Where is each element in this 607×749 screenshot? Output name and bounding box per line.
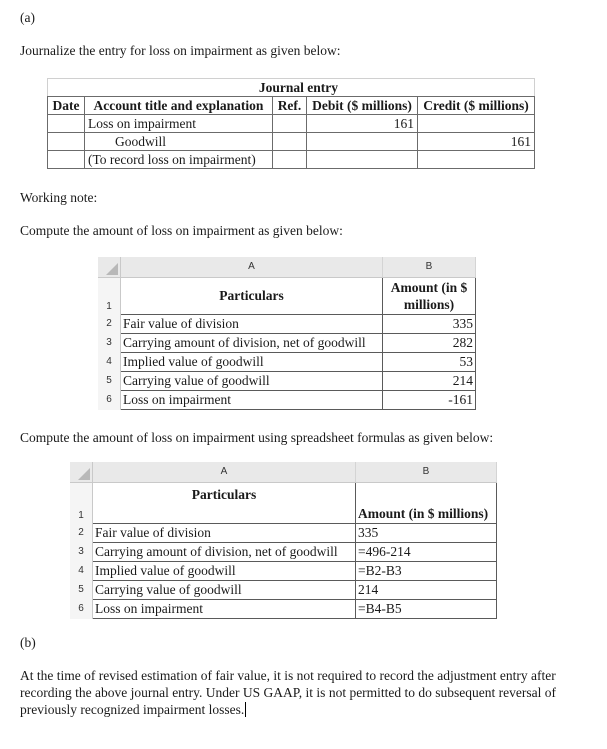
journal-debit: 161	[307, 115, 418, 133]
journal-title: Journal entry	[48, 79, 535, 97]
amount-cell[interactable]: -161	[383, 391, 476, 410]
select-all-corner[interactable]	[70, 462, 93, 483]
row-header[interactable]: 3	[98, 334, 121, 353]
table-row	[70, 543, 497, 562]
header-credit: Credit ($ millions)	[418, 97, 535, 115]
working-note-label: Working note:	[20, 190, 98, 205]
header-amount-line1: Amount (in $	[390, 280, 468, 295]
table-row	[98, 315, 476, 334]
journal-entry-table	[47, 78, 535, 169]
row-header[interactable]: 6	[70, 600, 93, 619]
journal-row	[48, 115, 535, 133]
journal-ref	[273, 133, 307, 151]
column-header-b[interactable]: B	[383, 257, 476, 278]
particular-cell[interactable]: Carrying amount of division, net of goodwill	[121, 334, 383, 353]
journal-credit	[418, 115, 535, 133]
row-header[interactable]: 6	[98, 391, 121, 410]
journal-row	[48, 151, 535, 169]
table-row	[70, 524, 497, 543]
journal-date	[48, 151, 85, 169]
journal-debit	[307, 133, 418, 151]
row-header[interactable]: 4	[98, 353, 121, 372]
spreadsheet-formulas	[70, 462, 497, 619]
column-header-a[interactable]: A	[121, 257, 383, 278]
row-header[interactable]: 2	[70, 524, 93, 543]
spreadsheet-values	[98, 257, 476, 410]
header-date: Date	[48, 97, 85, 115]
particular-cell[interactable]: Implied value of goodwill	[121, 353, 383, 372]
header-debit: Debit ($ millions)	[307, 97, 418, 115]
table-row	[70, 581, 497, 600]
particular-cell[interactable]: Carrying value of goodwill	[93, 581, 356, 600]
table-row	[98, 334, 476, 353]
particular-cell[interactable]: Carrying amount of division, net of goodwill	[93, 543, 356, 562]
formula-text: Compute the amount of loss on impairment using spreadsheet formulas as given below:	[20, 430, 494, 445]
column-header-b[interactable]: B	[356, 462, 497, 483]
journal-ref	[273, 115, 307, 133]
column-header-a[interactable]: A	[93, 462, 356, 483]
table-row	[70, 562, 497, 581]
row-header[interactable]: 3	[70, 543, 93, 562]
formula-cell[interactable]: =496-214	[356, 543, 497, 562]
table-row	[98, 372, 476, 391]
row-header[interactable]: 1	[70, 483, 93, 524]
row-header[interactable]: 2	[98, 315, 121, 334]
particular-cell[interactable]: Loss on impairment	[93, 600, 356, 619]
journal-date	[48, 115, 85, 133]
journal-debit	[307, 151, 418, 169]
amount-cell[interactable]: 335	[383, 315, 476, 334]
header-particulars[interactable]: Particulars	[121, 278, 383, 315]
part-b-label: (b)	[20, 635, 36, 650]
particular-cell[interactable]: Fair value of division	[121, 315, 383, 334]
formula-cell[interactable]: =B2-B3	[356, 562, 497, 581]
compute-text: Compute the amount of loss on impairment as given below:	[20, 223, 343, 238]
formula-cell[interactable]: 335	[356, 524, 497, 543]
journal-row	[48, 133, 535, 151]
select-all-triangle-icon	[106, 263, 118, 275]
row-header[interactable]: 4	[70, 562, 93, 581]
particular-cell[interactable]: Loss on impairment	[121, 391, 383, 410]
amount-cell[interactable]: 282	[383, 334, 476, 353]
formula-cell[interactable]: =B4-B5	[356, 600, 497, 619]
journal-date	[48, 133, 85, 151]
header-ref: Ref.	[273, 97, 307, 115]
particular-cell[interactable]: Implied value of goodwill	[93, 562, 356, 581]
header-amount[interactable]	[383, 278, 476, 315]
row-header[interactable]: 5	[98, 372, 121, 391]
journal-account: (To record loss on impairment)	[85, 151, 273, 169]
particular-cell[interactable]: Carrying value of goodwill	[121, 372, 383, 391]
header-particulars[interactable]: Particulars	[93, 483, 356, 524]
part-b-text: At the time of revised estimation of fair value, it is not required to record the adjustment entry after recording the above journal entry. Under US GAAP, it is not permitted to do subsequent reversal of previously recognized impairment losses.	[20, 668, 557, 717]
table-row	[70, 600, 497, 619]
journal-credit: 161	[418, 133, 535, 151]
row-header[interactable]: 5	[70, 581, 93, 600]
formula-cell[interactable]: 214	[356, 581, 497, 600]
intro-text: Journalize the entry for loss on impairment as given below:	[20, 43, 341, 58]
header-amount[interactable]: Amount (in $ millions)	[356, 483, 497, 524]
journal-title-row	[48, 79, 535, 97]
row-header[interactable]: 1	[98, 278, 121, 315]
journal-account: Goodwill	[85, 133, 273, 151]
part-a-label: (a)	[20, 10, 35, 25]
header-account: Account title and explanation	[85, 97, 273, 115]
select-all-corner[interactable]	[98, 257, 121, 278]
journal-header-row	[48, 97, 535, 115]
amount-cell[interactable]: 53	[383, 353, 476, 372]
part-b-answer[interactable]	[20, 667, 580, 718]
table-row	[98, 353, 476, 372]
particular-cell[interactable]: Fair value of division	[93, 524, 356, 543]
journal-account: Loss on impairment	[85, 115, 273, 133]
amount-cell[interactable]: 214	[383, 372, 476, 391]
select-all-triangle-icon	[78, 468, 90, 480]
journal-credit	[418, 151, 535, 169]
journal-ref	[273, 151, 307, 169]
table-row	[98, 391, 476, 410]
text-cursor	[245, 702, 246, 717]
header-amount-line2: millions)	[403, 297, 455, 312]
